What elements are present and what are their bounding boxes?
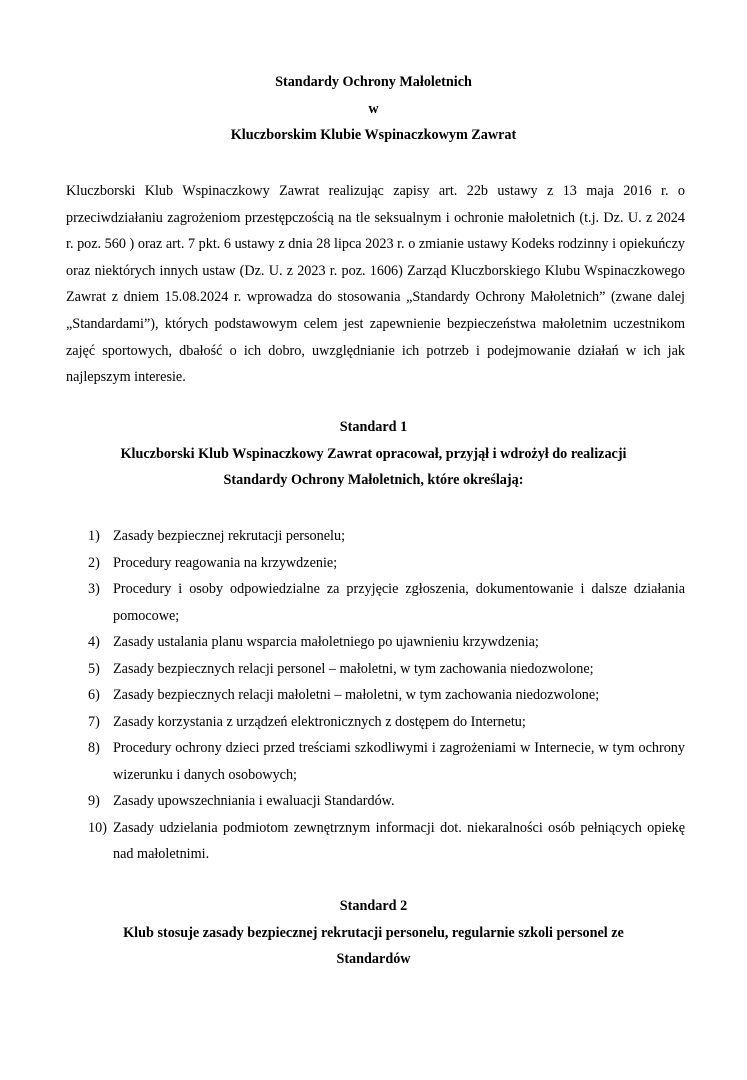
list-item: [66, 815, 685, 868]
list-item: [66, 735, 685, 788]
list-item-number: 4): [88, 634, 100, 650]
list-item-text: Procedury ochrony dzieci przed treściami szkodliwymi i zagrożeniami w Internecie, w tym ochrony wizerunku i danych osobowych;: [113, 740, 685, 783]
standard-1-title-line-1: Kluczborski Klub Wspinaczkowy Zawrat opracował, przyjął i wdrożył do realizacji: [120, 446, 627, 462]
list-item-text: Zasady ustalania planu wsparcia małoletniego po ujawnieniu krzywdzenia;: [113, 634, 539, 650]
list-item: [66, 682, 685, 709]
standard-1-title-line-2: Standardy Ochrony Małoletnich, które określają:: [223, 472, 524, 488]
list-item-number: 8): [88, 740, 100, 756]
list-item-number: 2): [88, 554, 100, 571]
standard-2-title-line-1: Klub stosuje zasady bezpiecznej rekrutacji personelu, regularnie szkoli personel ze: [123, 925, 624, 941]
list-item-number: 5): [88, 660, 100, 677]
list-item: [66, 550, 685, 577]
list-item: [66, 523, 685, 550]
list-item: [66, 788, 685, 815]
standard-1-heading: Standard 1: [339, 419, 408, 435]
intro-paragraph: Kluczborski Klub Wspinaczkowy Zawrat realizując zapisy art. 22b ustawy z 13 maja 2016 r. o przeciwdziałaniu zagrożeniom przestępczością na tle seksualnym i ochronie małoletnich (t.j. Dz. U. z 2024 r. poz. 560 ) oraz art. 7 pkt. 6 ustawy z dnia 28 lipca 2023 r. o zmianie ustawy Kodeks rodzinny i opiekuńczy oraz niektórych innych ustaw (Dz. U. z 2023 r. poz. 1606) Zarząd Kluczborskiego Klubu Wspinaczkowego Zawrat z dniem 15.08.2024 r. wprowadza do stosowania „Standardy Ochrony Małoletnich” (zwane dalej „Standardami”), których podstawowym celem jest zapewnienie bezpieczeństwa małoletnim uczestnikom zajęć sportowych, dbałość o ich dobro, uwzględnianie ich potrzeb i podejmowanie działań w ich jak najlepszym interesie.: [66, 183, 685, 386]
standard-2-title-line-2: Standardów: [336, 951, 411, 967]
standard-1-list: [66, 523, 685, 868]
list-item-number: 9): [88, 793, 100, 809]
list-item-text: Zasady upowszechniania i ewaluacji Standardów.: [113, 793, 395, 809]
list-item: [66, 576, 685, 629]
list-item-text: Procedury reagowania na krzywdzenie;: [113, 554, 338, 571]
list-item-text: Zasady bezpiecznej rekrutacji personelu;: [113, 528, 346, 544]
list-item-text: Zasady bezpiecznych relacji personel – małoletni, w tym zachowania niedozwolone;: [113, 660, 594, 677]
list-item: [66, 709, 685, 736]
document-title-line-1: Standardy Ochrony Małoletnich: [275, 74, 472, 90]
document-title-line-2: w: [368, 101, 379, 117]
list-item-number: 7): [88, 713, 100, 730]
list-item-number: 10): [88, 819, 107, 836]
list-item-number: 1): [88, 528, 100, 544]
list-item-number: 3): [88, 581, 100, 597]
list-item: [66, 656, 685, 683]
standard-2-heading: Standard 2: [339, 898, 408, 914]
list-item-number: 6): [88, 687, 100, 703]
document-title-line-3: Kluczborskim Klubie Wspinaczkowym Zawrat: [230, 127, 517, 143]
list-item-text: Zasady bezpiecznych relacji małoletni – małoletni, w tym zachowania niedozwolone;: [113, 687, 600, 703]
list-item-text: Procedury i osoby odpowiedzialne za przyjęcie zgłoszenia, dokumentowanie i dalsze działania pomocowe;: [113, 581, 685, 624]
list-item-text: Zasady korzystania z urządzeń elektronicznych z dostępem do Internetu;: [113, 713, 526, 730]
list-item: [66, 629, 685, 656]
list-item-text: Zasady udzielania podmiotom zewnętrznym informacji dot. niekaralności osób pełniących opiekę nad małoletnimi.: [113, 819, 685, 862]
